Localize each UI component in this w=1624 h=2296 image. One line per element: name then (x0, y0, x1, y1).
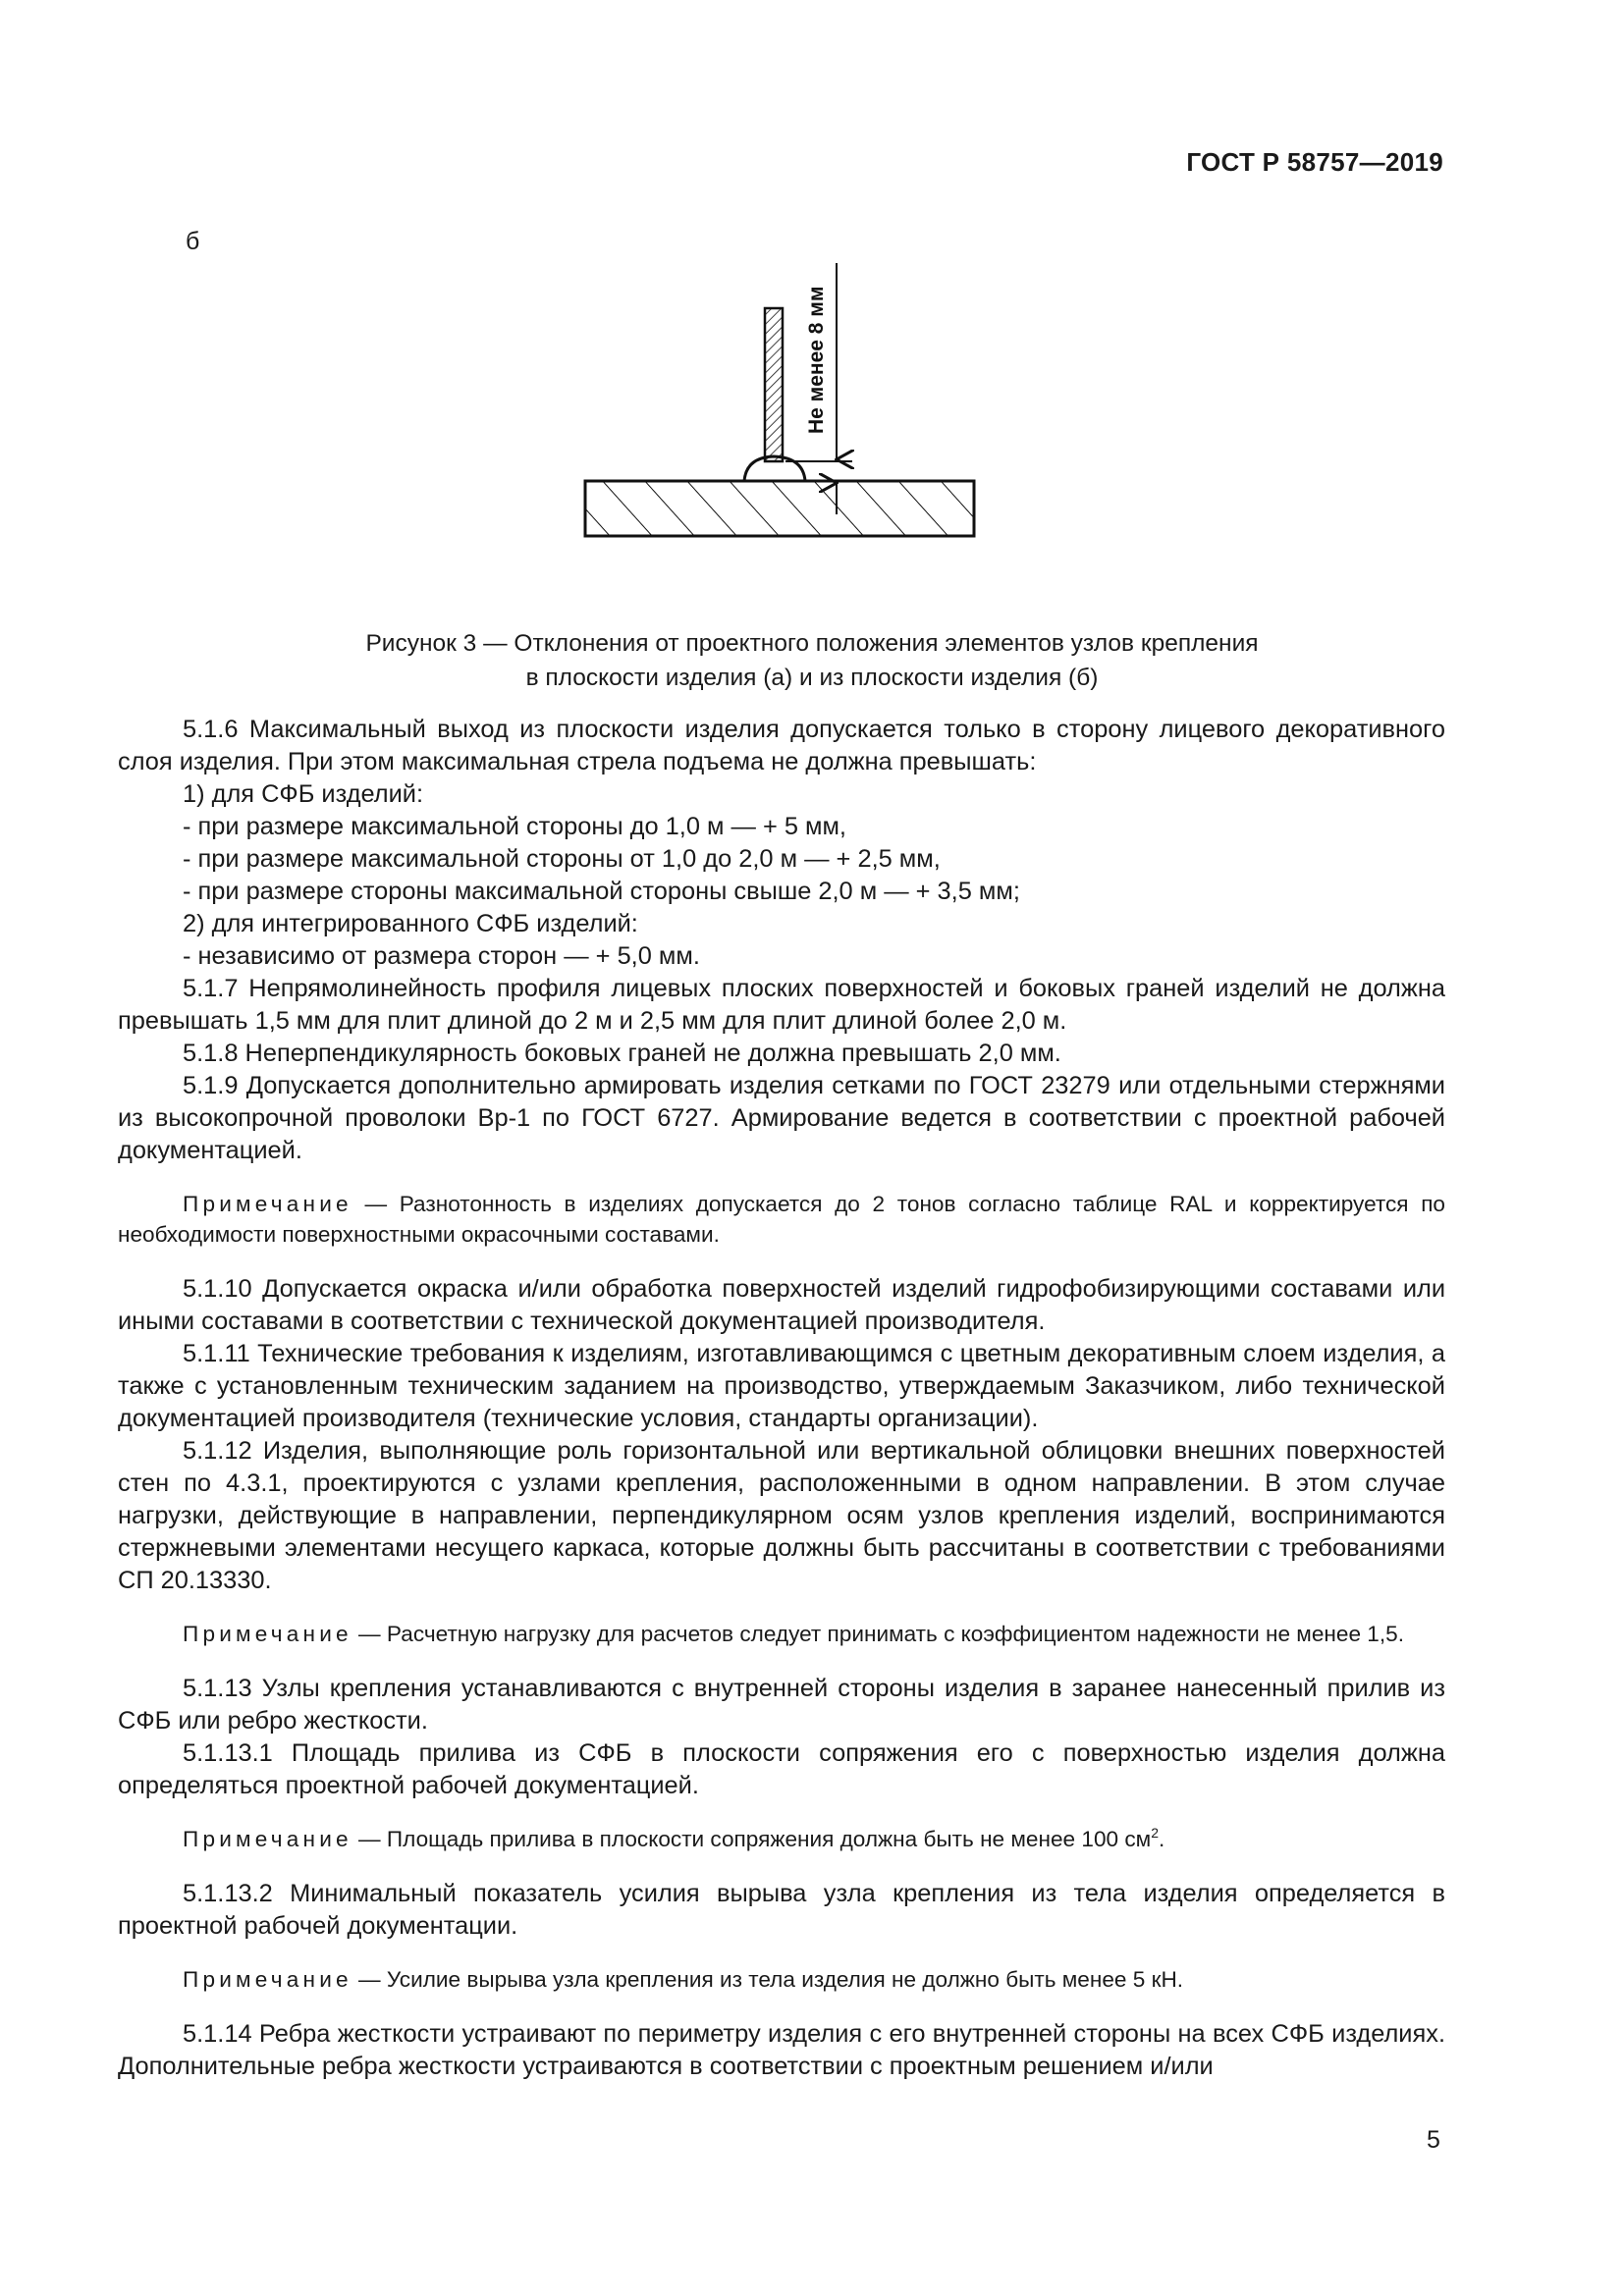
paragraph: 5.1.7 Непрямолинейность профиля лицевых плоских поверхностей и боковых граней изделий не должна превышать 1,5 мм для плит длиной до 2 м и 2,5 мм для плит длиной более 2,0 м. (118, 975, 1445, 1035)
note-superscript: 2 (1151, 1825, 1159, 1841)
document-header-standard: ГОСТ Р 58757—2019 (1186, 147, 1443, 177)
anchor-element (765, 308, 783, 461)
note-label: Примечание (183, 1827, 352, 1851)
note (118, 1824, 1445, 1854)
dimension-label: Не менее 8 мм (805, 286, 828, 434)
note (118, 1189, 1445, 1250)
note-text: — Расчетную нагрузку для расчетов следует принимать с коэффициентом надежности не менее 1,5. (352, 1622, 1404, 1646)
paragraph: 5.1.13.2 Минимальный показатель усилия вырыва узла крепления из тела изделия определяется в проектной рабочей документации. (118, 1880, 1445, 1940)
figure-caption (196, 626, 1428, 695)
paragraph: 5.1.14 Ребра жесткости устраивают по периметру изделия с его внутренней стороны на всех СФБ изделиях. Дополнительные ребра жесткости устраиваются в соответствии с проектным решением и/или (118, 2020, 1445, 2080)
list-item: 2) для интегрированного СФБ изделий: (183, 910, 638, 937)
note-tail: . (1158, 1827, 1165, 1851)
paragraph: 5.1.8 Неперпендикулярность боковых граней не должна превышать 2,0 мм. (183, 1040, 1061, 1067)
note-text: — Разнотонность в изделиях допускается до 2 тонов согласно таблице RAL и корректируется по необходимости поверхностными окрасочными составами. (118, 1192, 1445, 1247)
paragraph: 5.1.12 Изделия, выполняющие роль горизонтальной или вертикальной облицовки внешних поверхностей стен по 4.3.1, проектируются с узлами крепления, расположенными в одном направлении. В этом случае нагрузки, действующие в направлении, перпендикулярном осям узлов крепления изделий, воспринимаются стержневыми элементами несущего каркаса, которые должны быть рассчитаны в соответствии с требованиями СП 20.13330. (118, 1437, 1445, 1594)
paragraph: 5.1.9 Допускается дополнительно армировать изделия сетками по ГОСТ 23279 или отдельными стержнями из высокопрочной проволоки Вр-1 по ГОСТ 6727. Армирование ведется в соответствии с проектной рабочей документацией. (118, 1072, 1445, 1164)
figure-sublabel: б (186, 228, 200, 255)
note-label: Примечание (183, 1967, 352, 1992)
list-item: - при размере максимальной стороны от 1,0 до 2,0 м — + 2,5 мм, (183, 845, 941, 873)
caption-line-1: Рисунок 3 — Отклонения от проектного положения элементов узлов крепления (365, 630, 1259, 657)
note (118, 1619, 1445, 1649)
document-body (118, 714, 1445, 2083)
page-number: 5 (1427, 2126, 1440, 2154)
paragraph: 5.1.11 Технические требования к изделиям, изготавливающимся с цветным декоративным слоем изделия, а также с установленным техническим заданием на производство, утверждаемым Заказчиком, либо технической документацией производителя (технические условия, стандарты организации). (118, 1340, 1445, 1432)
note-text: — Площадь прилива в плоскости сопряжения должна быть не менее 100 см (352, 1827, 1152, 1851)
list-item: - при размере стороны максимальной стороны свыше 2,0 м — + 3,5 мм; (183, 878, 1020, 905)
list-item: - при размере максимальной стороны до 1,0 м — + 5 мм, (183, 813, 846, 840)
list-item: - независимо от размера сторон — + 5,0 мм. (183, 942, 700, 970)
caption-line-2: в плоскости изделия (а) и из плоскости изделия (б) (525, 665, 1099, 691)
paragraph: 5.1.13 Узлы крепления устанавливаются с внутренней стороны изделия в заранее нанесенный прилив из СФБ или ребро жесткости. (118, 1675, 1445, 1735)
anchor-detail-svg (569, 257, 982, 552)
paragraph: 5.1.13.1 Площадь прилива из СФБ в плоскости сопряжения его с поверхностью изделия должна определяться проектной рабочей документацией. (118, 1739, 1445, 1799)
note (118, 1964, 1445, 1995)
note-label: Примечание (183, 1622, 352, 1646)
product-slab (585, 481, 974, 536)
list-item: 1) для СФБ изделий: (183, 780, 424, 808)
figure-3b-drawing (569, 257, 982, 552)
note-label: Примечание (183, 1192, 352, 1216)
paragraph: 5.1.10 Допускается окраска и/или обработка поверхностей изделий гидрофобизирующими составами или иными составами в соответствии с технической документацией производителя. (118, 1275, 1445, 1335)
note-text: — Усилие вырыва узла крепления из тела изделия не должно быть менее 5 кН. (352, 1967, 1184, 1992)
paragraph: 5.1.6 Максимальный выход из плоскости изделия допускается только в сторону лицевого декоративного слоя изделия. При этом максимальная стрела подъема не должна превышать: (118, 716, 1445, 775)
